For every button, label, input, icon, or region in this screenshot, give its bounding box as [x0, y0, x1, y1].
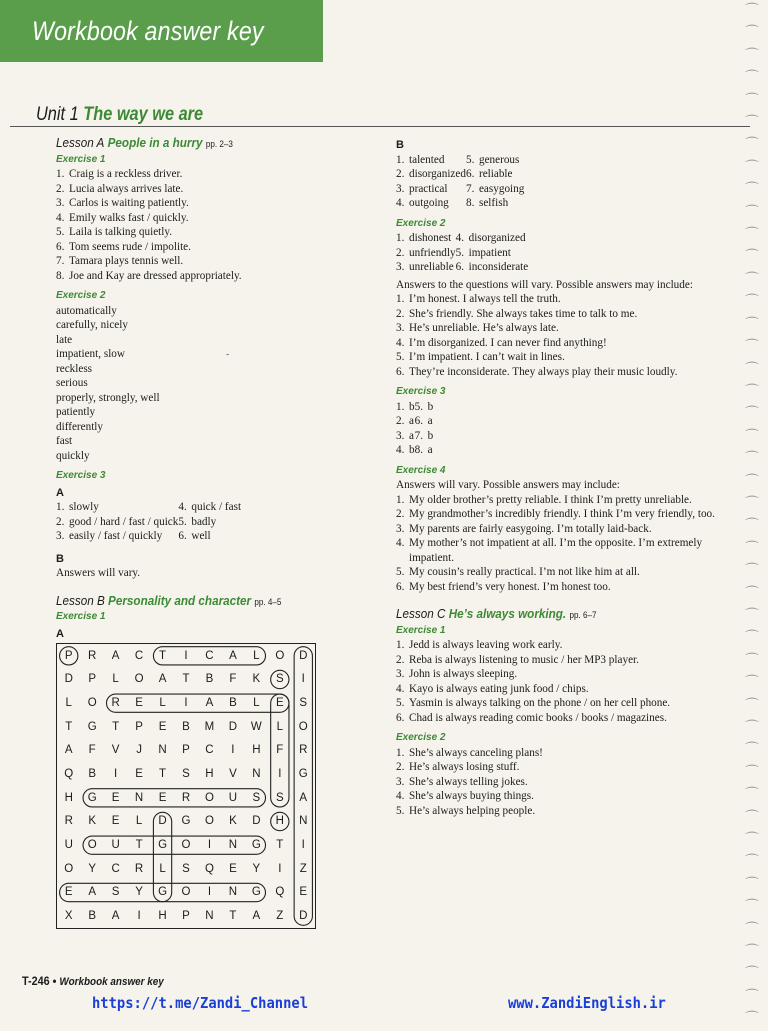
lesson-a-ex3-b-text: Answers will vary.	[56, 567, 141, 579]
list-item: 2. He’s always losing stuff.	[396, 761, 520, 773]
word-search-letter: Q	[64, 768, 74, 781]
list-item: 1. She’s always canceling plans!	[396, 746, 543, 759]
lesson-a-heading	[56, 136, 341, 152]
word-search-letter: B	[229, 697, 237, 710]
word-search-letter: O	[134, 673, 144, 686]
word-search-letter: T	[159, 768, 167, 781]
word-search-letter: I	[184, 649, 188, 662]
word-search-letter: O	[87, 839, 97, 852]
list-item: 8. selfish	[465, 197, 509, 209]
list-item: 5. Laila is talking quietly.	[56, 226, 173, 238]
word-search-letter: C	[205, 744, 214, 757]
word-search-letter: Q	[275, 886, 285, 899]
word-search-letter: B	[88, 768, 97, 781]
word-search-letter: A	[158, 673, 167, 686]
list-item: 5. Yasmin is always talking on the phone / on her cell phone.	[396, 697, 671, 709]
word-search-letter: N	[252, 768, 261, 781]
word-search-letter: U	[111, 839, 120, 852]
list-item: 4. outgoing	[396, 197, 449, 209]
lesson-c-ex2-list	[396, 746, 716, 819]
list-item: 1. talented	[396, 153, 445, 166]
word-search-letter: S	[182, 862, 190, 875]
word-search-letter: D	[228, 720, 238, 733]
page-number: T-246	[22, 974, 50, 988]
unit-label: Unit 1	[36, 104, 79, 125]
word-search-letter: G	[87, 720, 97, 733]
list-item: properly, strongly, well	[56, 391, 160, 404]
lesson-a-ex1-list	[56, 167, 341, 283]
page-footer	[22, 974, 164, 988]
word-search-letter: B	[182, 720, 190, 733]
word-search-letter: N	[158, 744, 167, 757]
list-item: 4. disorganized	[455, 232, 526, 244]
list-item: 6. reliable	[465, 168, 513, 180]
word-search-letter: P	[88, 673, 97, 686]
header-title: Workbook answer key	[32, 16, 264, 46]
word-search-letter: A	[205, 697, 214, 710]
list-item: impatient, slow	[56, 348, 125, 360]
list-item: 4. quick / fast	[178, 501, 242, 513]
word-search-letter: T	[65, 720, 73, 733]
word-search-letter: O	[181, 886, 191, 899]
word-search-letter: D	[64, 673, 73, 686]
word-search-letter: Y	[88, 862, 97, 875]
word-search-letter: N	[134, 791, 144, 804]
word-search-letter: T	[135, 839, 143, 852]
word-search-letter: A	[111, 649, 120, 662]
word-search-letter: I	[207, 839, 212, 852]
word-search-letter: O	[181, 839, 191, 852]
word-search-letter: D	[299, 910, 308, 923]
word-search-letter: H	[158, 910, 167, 923]
stray-mark: -	[226, 349, 230, 360]
word-search-letter: N	[299, 815, 308, 828]
list-item: 4. She’s always buying things.	[396, 790, 534, 802]
word-search-letter: H	[275, 815, 284, 828]
list-item: 1. Jedd is always leaving work early.	[396, 639, 563, 651]
list-item: 7. b	[414, 429, 434, 442]
word-search-letter: R	[64, 815, 73, 828]
word-search-letter: L	[135, 815, 143, 828]
word-search-letter: O	[298, 720, 308, 733]
list-item: 7. Tamara plays tennis well.	[56, 255, 184, 267]
word-search-letter: O	[87, 697, 97, 710]
list-item: 2. She’s friendly. She always takes time to talk to me.	[396, 307, 638, 320]
word-search-letter: I	[184, 697, 188, 710]
word-search-letter: H	[252, 744, 261, 757]
lesson-b-ex4-list	[396, 493, 716, 595]
list-item: 1. b	[396, 400, 415, 413]
list-item: 3. John is always sleeping.	[396, 668, 518, 680]
list-item: 4. I’m disorganized. I can never find anything!	[396, 336, 607, 349]
word-search-letter: Y	[135, 886, 143, 899]
word-search-letter: G	[181, 815, 191, 828]
word-search-letter: T	[182, 673, 190, 686]
lesson-b-ex2-intro: Answers to the questions will vary. Possible answers may include:	[396, 278, 693, 291]
list-item: 1. slowly	[56, 501, 99, 513]
lesson-b-ex1-b-answers	[396, 153, 716, 211]
lesson-b-title: Personality and character	[108, 592, 252, 608]
list-item: 3. practical	[396, 182, 448, 195]
word-search-letter: P	[182, 744, 190, 757]
word-search-letter: G	[87, 791, 97, 804]
word-search-letter: X	[64, 910, 73, 923]
list-item: 2. unfriendly	[396, 246, 456, 259]
lesson-a-ex3-a-answers	[56, 500, 341, 544]
lesson-b-ex2-heading: Exercise 2	[396, 217, 446, 229]
word-search-puzzle	[56, 643, 316, 929]
word-search-letter: G	[158, 839, 168, 852]
word-search-letter: L	[159, 697, 166, 710]
lesson-c-heading	[396, 607, 716, 623]
list-item: 1. dishonest	[396, 232, 452, 244]
word-search-letter: I	[301, 673, 305, 686]
list-item: fast	[56, 435, 73, 447]
list-item: 3. She’s always telling jokes.	[396, 775, 528, 788]
list-item: patiently	[56, 406, 96, 418]
word-search-letter: E	[158, 720, 167, 733]
word-search-letter: J	[136, 744, 142, 757]
list-item: 5. badly	[178, 515, 217, 528]
word-search-letter: S	[182, 768, 190, 781]
word-search-letter: T	[112, 720, 120, 733]
lesson-b-label: Lesson B	[56, 592, 105, 608]
lesson-a-title: People in a hurry	[107, 135, 203, 150]
word-search-grid	[57, 644, 315, 928]
word-search-letter: L	[65, 697, 72, 710]
word-search-letter: W	[250, 720, 262, 733]
spiral-binding: ⌒ ⌒ ⌒ ⌒ ⌒ ⌒ ⌒ ⌒ ⌒ ⌒ ⌒ ⌒ ⌒ ⌒ ⌒ ⌒ ⌒ ⌒ ⌒ ⌒ ⌒ ⌒ ⌒ ⌒ ⌒ ⌒ ⌒ ⌒ ⌒ ⌒ ⌒ ⌒ ⌒ ⌒ ⌒ ⌒ ⌒ ⌒ ⌒ ⌒ ⌒ ⌒ ⌒ ⌒ ⌒ ⌒	[745, 3, 759, 1028]
word-search-letter: S	[299, 697, 308, 710]
word-search-letter: G	[251, 839, 261, 852]
list-item: 2. Lucia always arrives late.	[56, 182, 184, 195]
word-search-letter: Y	[252, 862, 261, 875]
word-search-letter: B	[205, 673, 214, 686]
word-search-letter: P	[182, 910, 190, 923]
word-search-letter: I	[137, 910, 141, 923]
word-search-letter: I	[114, 768, 118, 781]
word-search-letter: A	[252, 910, 261, 923]
right-column	[396, 138, 716, 818]
list-item: 6. Chad is always reading comic books / books / magazines.	[396, 711, 667, 724]
list-item: 3. a	[396, 429, 414, 442]
word-search-letter: L	[253, 697, 260, 710]
word-search-letter: R	[111, 697, 120, 710]
list-item: 1. Craig is a reckless driver.	[56, 168, 183, 180]
word-search-letter: N	[205, 910, 214, 923]
word-search-letter: A	[299, 791, 308, 804]
header-bar	[0, 0, 323, 62]
word-search-letter: A	[229, 649, 237, 662]
word-search-letter: I	[231, 744, 235, 757]
list-item: 6. well	[178, 530, 211, 542]
word-search-letter: E	[299, 886, 308, 899]
word-search-letter: K	[229, 815, 237, 828]
list-item: 1. I’m honest. I always tell the truth.	[396, 293, 561, 305]
lesson-b-ex3-answers	[396, 400, 716, 458]
list-item: serious	[56, 377, 88, 389]
word-search-letter: V	[111, 744, 120, 757]
lesson-b-ex1-heading: Exercise 1	[56, 611, 106, 622]
unit-divider	[10, 126, 750, 127]
lesson-a-ex3-a-label: A	[56, 486, 64, 499]
word-search-letter: S	[111, 886, 120, 899]
list-item: 1. My older brother’s pretty reliable. I think I’m pretty unreliable.	[396, 493, 692, 506]
word-search-letter: I	[301, 839, 305, 852]
list-item: 2. disorganized	[396, 168, 466, 180]
word-search-letter: S	[275, 673, 284, 686]
lesson-b-ex1-a-label: A	[56, 627, 64, 640]
lesson-b-ex1-b-label: B	[396, 139, 404, 151]
word-search-letter: D	[252, 815, 261, 828]
word-search-letter: C	[205, 649, 214, 662]
word-search-letter: Z	[276, 910, 284, 923]
word-search-letter: Z	[299, 862, 307, 875]
word-search-letter: I	[207, 886, 212, 899]
word-search-letter: O	[204, 815, 214, 828]
list-item: 7. easygoing	[465, 182, 525, 195]
word-search-letter: U	[64, 839, 73, 852]
word-search-letter: K	[88, 815, 97, 828]
list-item: 8. Joe and Kay are dressed appropriately.	[56, 269, 242, 282]
list-item: 3. unreliable	[396, 261, 454, 273]
word-search-letter: A	[111, 910, 120, 923]
word-search-letter: O	[275, 649, 285, 662]
list-item: 6. a	[414, 415, 433, 427]
word-search-letter: Q	[204, 862, 214, 875]
word-search-letter: G	[158, 886, 168, 899]
list-item: 4. b	[396, 444, 415, 456]
footer-bullet: •	[52, 974, 57, 988]
word-search-letter: E	[229, 862, 237, 875]
left-column	[56, 136, 341, 641]
list-item: 3. My parents are fairly easygoing. I’m totally laid-back.	[396, 522, 652, 535]
lesson-b-pages: pp. 4–5	[254, 596, 282, 607]
lesson-a-ex2-heading: Exercise 2	[56, 290, 106, 301]
word-search-letter: T	[276, 839, 284, 852]
list-item: 6. Tom seems rude / impolite.	[56, 240, 191, 253]
lesson-b-ex2-list	[396, 292, 716, 379]
lesson-b-ex4-heading: Exercise 4	[396, 464, 446, 476]
list-item: 2. good / hard / fast / quick	[56, 515, 179, 528]
word-search-letter: L	[253, 649, 260, 662]
word-search-letter: N	[228, 886, 238, 899]
word-search-letter: M	[204, 720, 215, 733]
lesson-b-heading	[56, 594, 341, 610]
lesson-a-ex3-b-label: B	[56, 552, 64, 565]
word-search-letter: G	[298, 768, 308, 781]
list-item: 5. I’m impatient. I can’t wait in lines.	[396, 351, 565, 363]
unit-title	[36, 104, 203, 126]
word-search-letter: R	[299, 744, 308, 757]
list-item: 5. b	[414, 400, 434, 413]
word-search-letter: E	[135, 768, 143, 781]
word-search-letter: K	[252, 673, 261, 686]
word-search-letter: L	[112, 673, 119, 686]
list-item: 3. easily / fast / quickly	[56, 530, 163, 542]
lesson-a-label: Lesson A	[56, 135, 105, 150]
list-item: 5. impatient	[455, 246, 511, 259]
word-search-letter: E	[111, 815, 120, 828]
website-link[interactable]: www.ZandiEnglish.ir	[508, 994, 666, 1012]
word-search-letter: T	[229, 910, 237, 923]
word-search-letter: C	[134, 649, 144, 662]
word-search-letter: D	[299, 649, 308, 662]
word-search-letter: E	[135, 697, 143, 710]
word-search-letter: O	[204, 791, 214, 804]
word-search-letter: R	[181, 791, 191, 804]
list-item: 8. a	[414, 444, 433, 456]
lesson-c-pages: pp. 6–7	[569, 610, 597, 620]
list-item: 6. They’re inconsiderate. They always play their music loudly.	[396, 365, 678, 378]
word-search-letter: L	[159, 862, 166, 875]
list-item: differently	[56, 420, 104, 433]
list-item: 2. a	[396, 415, 414, 427]
word-search-letter: R	[134, 862, 144, 875]
lesson-a-ex1-heading: Exercise 1	[56, 153, 106, 165]
word-search-letter: D	[158, 815, 167, 828]
word-search-letter: B	[88, 910, 97, 923]
word-search-letter: E	[64, 886, 73, 899]
word-search-letter: I	[278, 768, 282, 781]
list-item: carefully, nicely	[56, 319, 128, 331]
list-item: 6. inconsiderate	[455, 261, 529, 273]
word-search-letter: A	[64, 744, 73, 757]
list-item: 5. He’s always helping people.	[396, 804, 536, 817]
lesson-a-ex2-list	[56, 304, 341, 464]
list-item: reckless	[56, 362, 93, 375]
word-search-letter: E	[111, 791, 120, 804]
word-search-letter: R	[88, 649, 97, 662]
list-item: late	[56, 333, 73, 346]
lesson-b-ex3-heading: Exercise 3	[396, 386, 446, 397]
list-item: 3. Carlos is waiting patiently.	[56, 197, 189, 209]
list-item: quickly	[56, 449, 90, 462]
word-search-letter: C	[111, 862, 120, 875]
word-search-letter: V	[229, 768, 237, 781]
word-search-letter: F	[88, 744, 96, 757]
word-search-letter: P	[135, 720, 143, 733]
list-item: 6. My best friend’s very honest. I’m honest too.	[396, 580, 611, 593]
telegram-link[interactable]: https://t.me/Zandi_Channel	[92, 994, 309, 1012]
list-item: 3. He’s unreliable. He’s always late.	[396, 322, 559, 334]
lesson-b-ex4-intro: Answers will vary. Possible answers may include:	[396, 479, 620, 491]
lesson-c-ex1-heading: Exercise 1	[396, 624, 446, 636]
lesson-c-ex2-heading: Exercise 2	[396, 732, 446, 743]
lesson-c-title: He’s always working.	[448, 606, 567, 621]
word-search-letter: L	[276, 720, 283, 733]
word-search-letter: T	[159, 649, 167, 662]
lesson-c-ex1-list	[396, 638, 716, 725]
list-item: 4. My mother’s not impatient at all. I’m the opposite. I’m extremely impatient.	[396, 537, 703, 564]
word-search-letter: H	[64, 791, 73, 804]
word-search-letter: G	[251, 886, 261, 899]
word-search-letter: S	[252, 791, 261, 804]
word-search-letter: F	[276, 744, 284, 757]
lesson-a-ex3-heading: Exercise 3	[56, 470, 106, 481]
list-item: 4. Emily walks fast / quickly.	[56, 211, 189, 224]
list-item: 2. My grandmother’s incredibly friendly. I think I’m very friendly, too.	[396, 508, 715, 520]
word-search-letter: U	[228, 791, 238, 804]
word-search-letter: A	[88, 886, 97, 899]
word-search-letter: H	[205, 768, 214, 781]
list-item: automatically	[56, 304, 117, 317]
word-search-letter: O	[64, 862, 74, 875]
list-item: 5. generous	[465, 153, 520, 166]
list-item: 5. My cousin’s really practical. I’m not like him at all.	[396, 566, 640, 578]
word-search-letter: I	[278, 862, 282, 875]
word-search-letter: F	[229, 673, 237, 686]
unit-name: The way we are	[83, 104, 204, 125]
lesson-a-pages: pp. 2–3	[205, 139, 233, 149]
list-item: 4. Kayo is always eating junk food / chips.	[396, 682, 589, 695]
lesson-b-ex2-answers	[396, 231, 716, 275]
word-search-letter: E	[275, 697, 284, 710]
footer-title: Workbook answer key	[59, 976, 164, 988]
word-search-letter: E	[158, 791, 167, 804]
list-item: 2. Reba is always listening to music / her MP3 player.	[396, 653, 639, 666]
word-search-letter: S	[275, 791, 284, 804]
word-search-letter: P	[64, 649, 73, 662]
word-search-letter: N	[228, 839, 238, 852]
lesson-c-label: Lesson C	[396, 606, 446, 621]
